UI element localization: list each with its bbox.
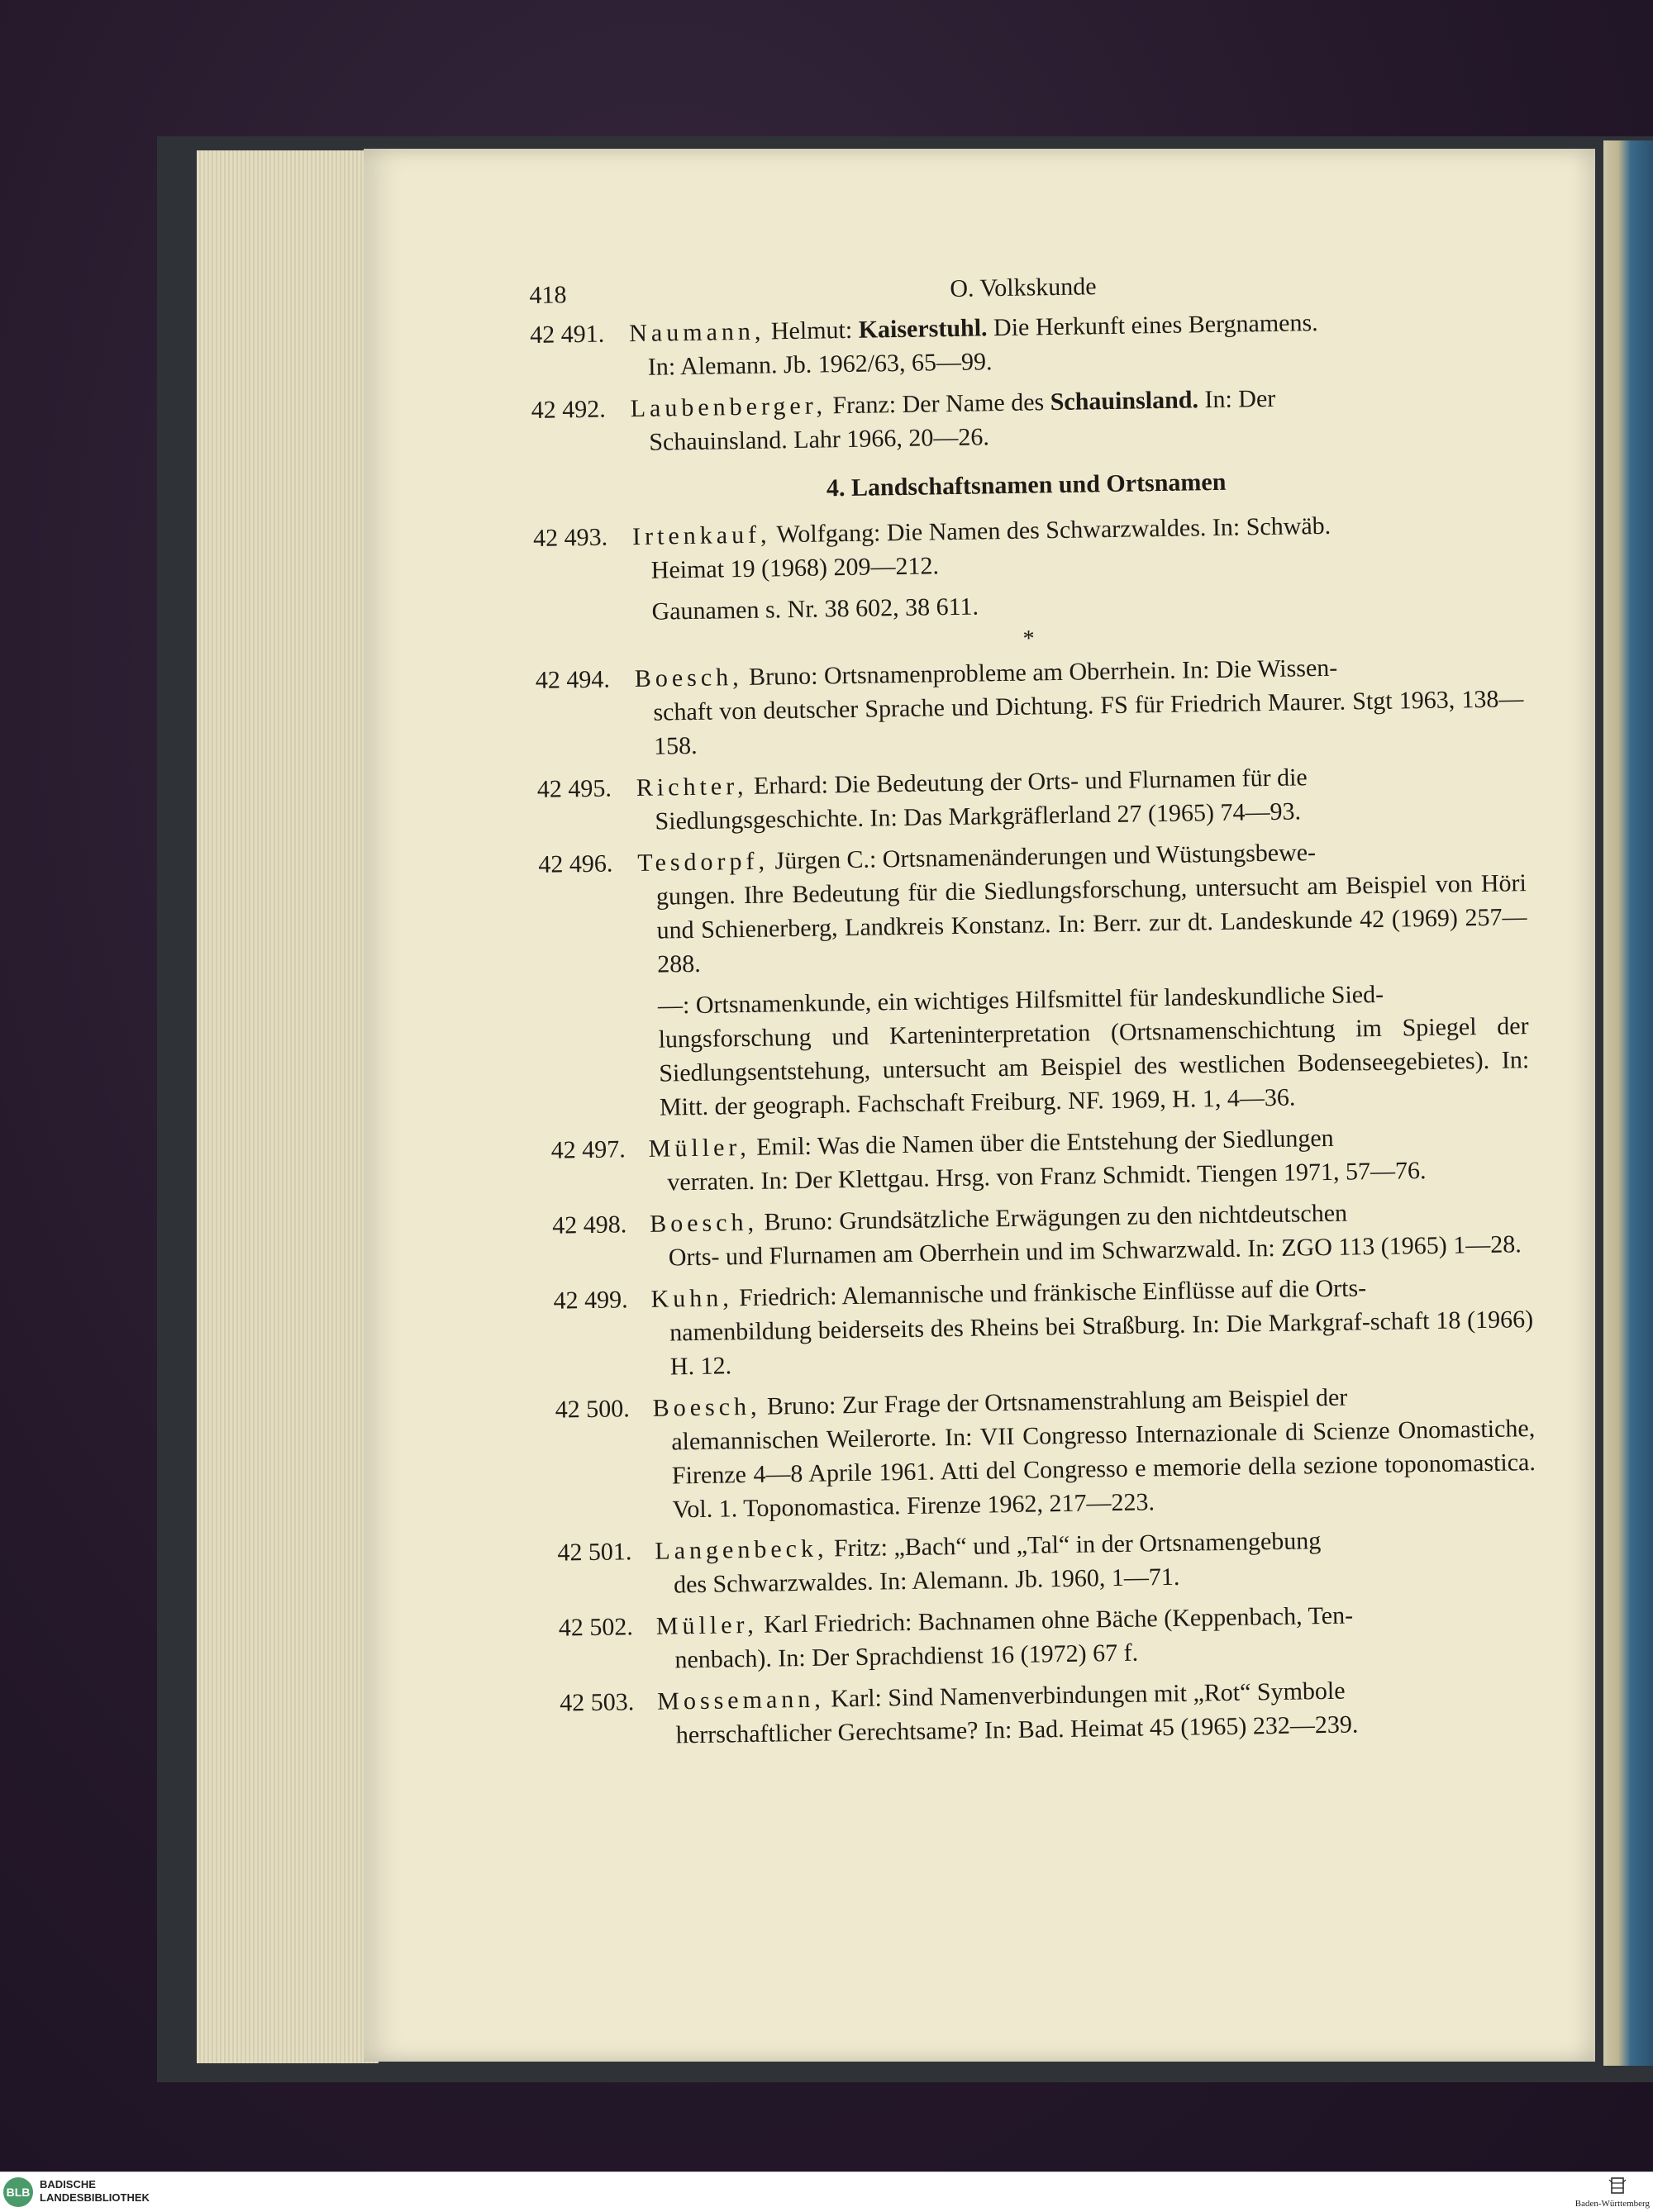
bibliography-entry	[538, 832, 1527, 983]
bibliography-entry	[545, 1268, 1534, 1386]
entry-number: 42 496.	[538, 849, 613, 878]
entry-number: 42 499.	[553, 1286, 628, 1315]
entry-continuation: alemannischen Weilerorte. In: VII Congresso Internazionale di Scienze Onomastiche, Firenze 4—8 Aprile 1961. Atti del Congresso e memorie della sezione toponomastica. Vol. 1. Toponomastica. Firenze 1962, 217—223.	[671, 1415, 1536, 1524]
bibliography-entry	[551, 1671, 1540, 1754]
entry-number: 42 500.	[555, 1395, 630, 1424]
entry-number: 42 495.	[536, 774, 612, 803]
entry-bold-term: Schauinsland.	[1050, 386, 1199, 416]
entry-text: Bruno: Grundsätzliche Erwägungen zu den nichtdeutschen	[764, 1199, 1348, 1236]
entry-author: Müller,	[655, 1610, 759, 1640]
entry-text: Emil: Was die Namen über die Entstehung der Siedlungen	[755, 1124, 1334, 1161]
entry-number: 42 493.	[532, 523, 608, 552]
entry-text: Friedrich: Alemannische und fränkische Einflüsse auf die Orts-	[739, 1274, 1367, 1312]
state-coat-of-arms-icon	[1607, 2176, 1628, 2197]
entry-continuation: Orts- und Flurnamen am Oberrhein und im Schwarzwald. In: ZGO 113 (1965) 1—28.	[668, 1230, 1522, 1272]
state-name: Baden-Württemberg	[1574, 2199, 1650, 2209]
entry-continuation: In: Alemann. Jb. 1962/63, 65—99.	[647, 348, 993, 381]
entry-number: 42 498.	[551, 1211, 627, 1239]
entry-text: Bruno: Zur Frage der Ortsnamenstrahlung am Beispiel der	[766, 1383, 1348, 1420]
entry-author: Boesch,	[652, 1392, 761, 1422]
entry-author: Richter,	[636, 772, 748, 802]
bibliography-entry	[531, 378, 1519, 461]
entry-author: Kuhn,	[650, 1284, 734, 1313]
entry-text: Karl Friedrich: Bachnamen ohne Bäche (Keppenbach, Ten-	[764, 1601, 1354, 1639]
entry-number: 42 503.	[560, 1688, 635, 1717]
page-text	[529, 253, 1540, 1762]
entry-author: Boesch,	[649, 1208, 759, 1238]
bibliography-entry	[530, 302, 1518, 386]
entry-number: 42 491.	[530, 320, 605, 349]
bibliography-entry	[550, 1596, 1539, 1679]
footer-bar	[0, 2172, 1653, 2212]
entry-continuation: herrschaftlicher Gerechtsame? In: Bad. Heimat 45 (1965) 232—239.	[675, 1710, 1359, 1749]
entry-author: Boesch,	[634, 664, 743, 693]
entry-number: 42 494.	[535, 665, 611, 694]
entry-text: Erhard: Die Bedeutung der Orts- und Flurnamen für die	[753, 763, 1308, 800]
library-name	[40, 2178, 150, 2205]
book-right-edge	[1603, 140, 1653, 2066]
page-edges	[197, 150, 379, 2063]
entry-author: Langenbeck,	[655, 1534, 828, 1565]
entry-continuation: Heimat 19 (1968) 209—212.	[650, 552, 940, 584]
section-heading: 4. Landschaftsnamen und Ortsnamen	[826, 468, 1227, 502]
entry-author: Müller,	[648, 1133, 750, 1163]
entry-text: In: Der	[1198, 384, 1276, 414]
bibliography-entry	[546, 1377, 1536, 1529]
entry-text: Jürgen C.: Ortsnamenänderungen und Wüstungsbewe-	[774, 839, 1317, 875]
entry-number: 42 502.	[558, 1613, 634, 1642]
library-name-line-2: LANDESBIBLIOTHEK	[40, 2191, 150, 2204]
entry-continuation: Schauinsland. Lahr 1966, 20—26.	[649, 423, 990, 456]
entry-number: 42 492.	[531, 395, 606, 424]
entry-author: Tesdorpf,	[637, 847, 769, 878]
page-number: 418	[529, 281, 567, 309]
entry-author: Laubenberger,	[630, 392, 827, 423]
section-separator: *	[1022, 626, 1035, 652]
entry-continuation: nenbach). In: Der Sprachdienst 16 (1972) 67 f.	[674, 1639, 1139, 1674]
bibliography-entry	[537, 757, 1526, 840]
entry-text: Bruno: Ortsnamenprobleme am Oberrhein. In: Die Wissen-	[748, 654, 1338, 691]
entry-continuation: Siedlungsgeschichte. In: Das Markgräflerland 27 (1965) 74—93.	[655, 797, 1302, 835]
bibliography-entry	[536, 648, 1525, 765]
bibliography-entry	[544, 1193, 1532, 1277]
bibliography-entry	[542, 1118, 1531, 1201]
entry-author: Irtenkauf,	[631, 521, 771, 551]
running-title: O. Volkskunde	[950, 273, 1097, 303]
entry-number: 42 501.	[557, 1538, 632, 1567]
entry-text: Franz: Der Name des	[832, 388, 1050, 420]
bibliography-subentry	[541, 975, 1530, 1126]
entry-continuation: lungsforschung und Karteninterpretation (Ortsnamenschichtung im Spiegel der Siedlungsentstehung, untersucht am Beispiel des westlichen Bodenseegebietes). In: Mitt. der geograph. Fachschaft Freiburg. NF. 1969, H. 1, 4—36.	[658, 1012, 1530, 1121]
entry-continuation: des Schwarzwaldes. In: Alemann. Jb. 1960, 1—71.	[673, 1563, 1180, 1599]
entry-number: 42 497.	[550, 1135, 626, 1164]
cross-reference-note: Gaunamen s. Nr. 38 602, 38 611.	[651, 592, 979, 626]
entry-continuation: schaft von deutscher Sprache und Dichtung. FS für Friedrich Maurer. Stgt 1963, 138—158.	[653, 685, 1524, 760]
entry-author: Naumann,	[628, 317, 765, 348]
blb-logo-icon[interactable]: BLB	[3, 2177, 33, 2207]
entry-text: Wolfgang: Die Namen des Schwarzwaldes. In: Schwäb.	[776, 511, 1331, 549]
entry-continuation: gungen. Ihre Bedeutung für die Siedlungsforschung, untersucht am Beispiel von Höri und Schienerberg, Landkreis Konstanz. In: Berr. zur dt. Landeskunde 42 (1969) 257—288.	[655, 869, 1527, 978]
entry-text: Fritz: „Bach“ und „Tal“ in der Ortsnamengebung	[833, 1527, 1322, 1563]
bibliography-entry	[549, 1520, 1537, 1604]
entry-bold-term: Kaiserstuhl.	[858, 314, 988, 344]
library-name-line-1: BADISCHE	[40, 2178, 96, 2191]
entry-text: —: Ortsnamenkunde, ein wichtiges Hilfsmittel für landeskundliche Sied-	[657, 980, 1384, 1020]
entry-text: Helmut:	[770, 316, 859, 345]
entry-text: Karl: Sind Namenverbindungen mit „Rot“ Symbole	[830, 1677, 1346, 1713]
entry-author: Mossemann,	[657, 1685, 825, 1715]
entry-continuation: verraten. In: Der Klettgau. Hrsg. von Franz Schmidt. Tiengen 1971, 57—76.	[667, 1157, 1427, 1196]
entry-continuation: namenbildung beiderseits des Rheins bei Straßburg. In: Die Markgraf-schaft 18 (1966) H. 12.	[669, 1306, 1534, 1381]
entry-text: Die Herkunft eines Bergnamens.	[987, 309, 1318, 342]
bibliography-entry	[533, 506, 1522, 589]
